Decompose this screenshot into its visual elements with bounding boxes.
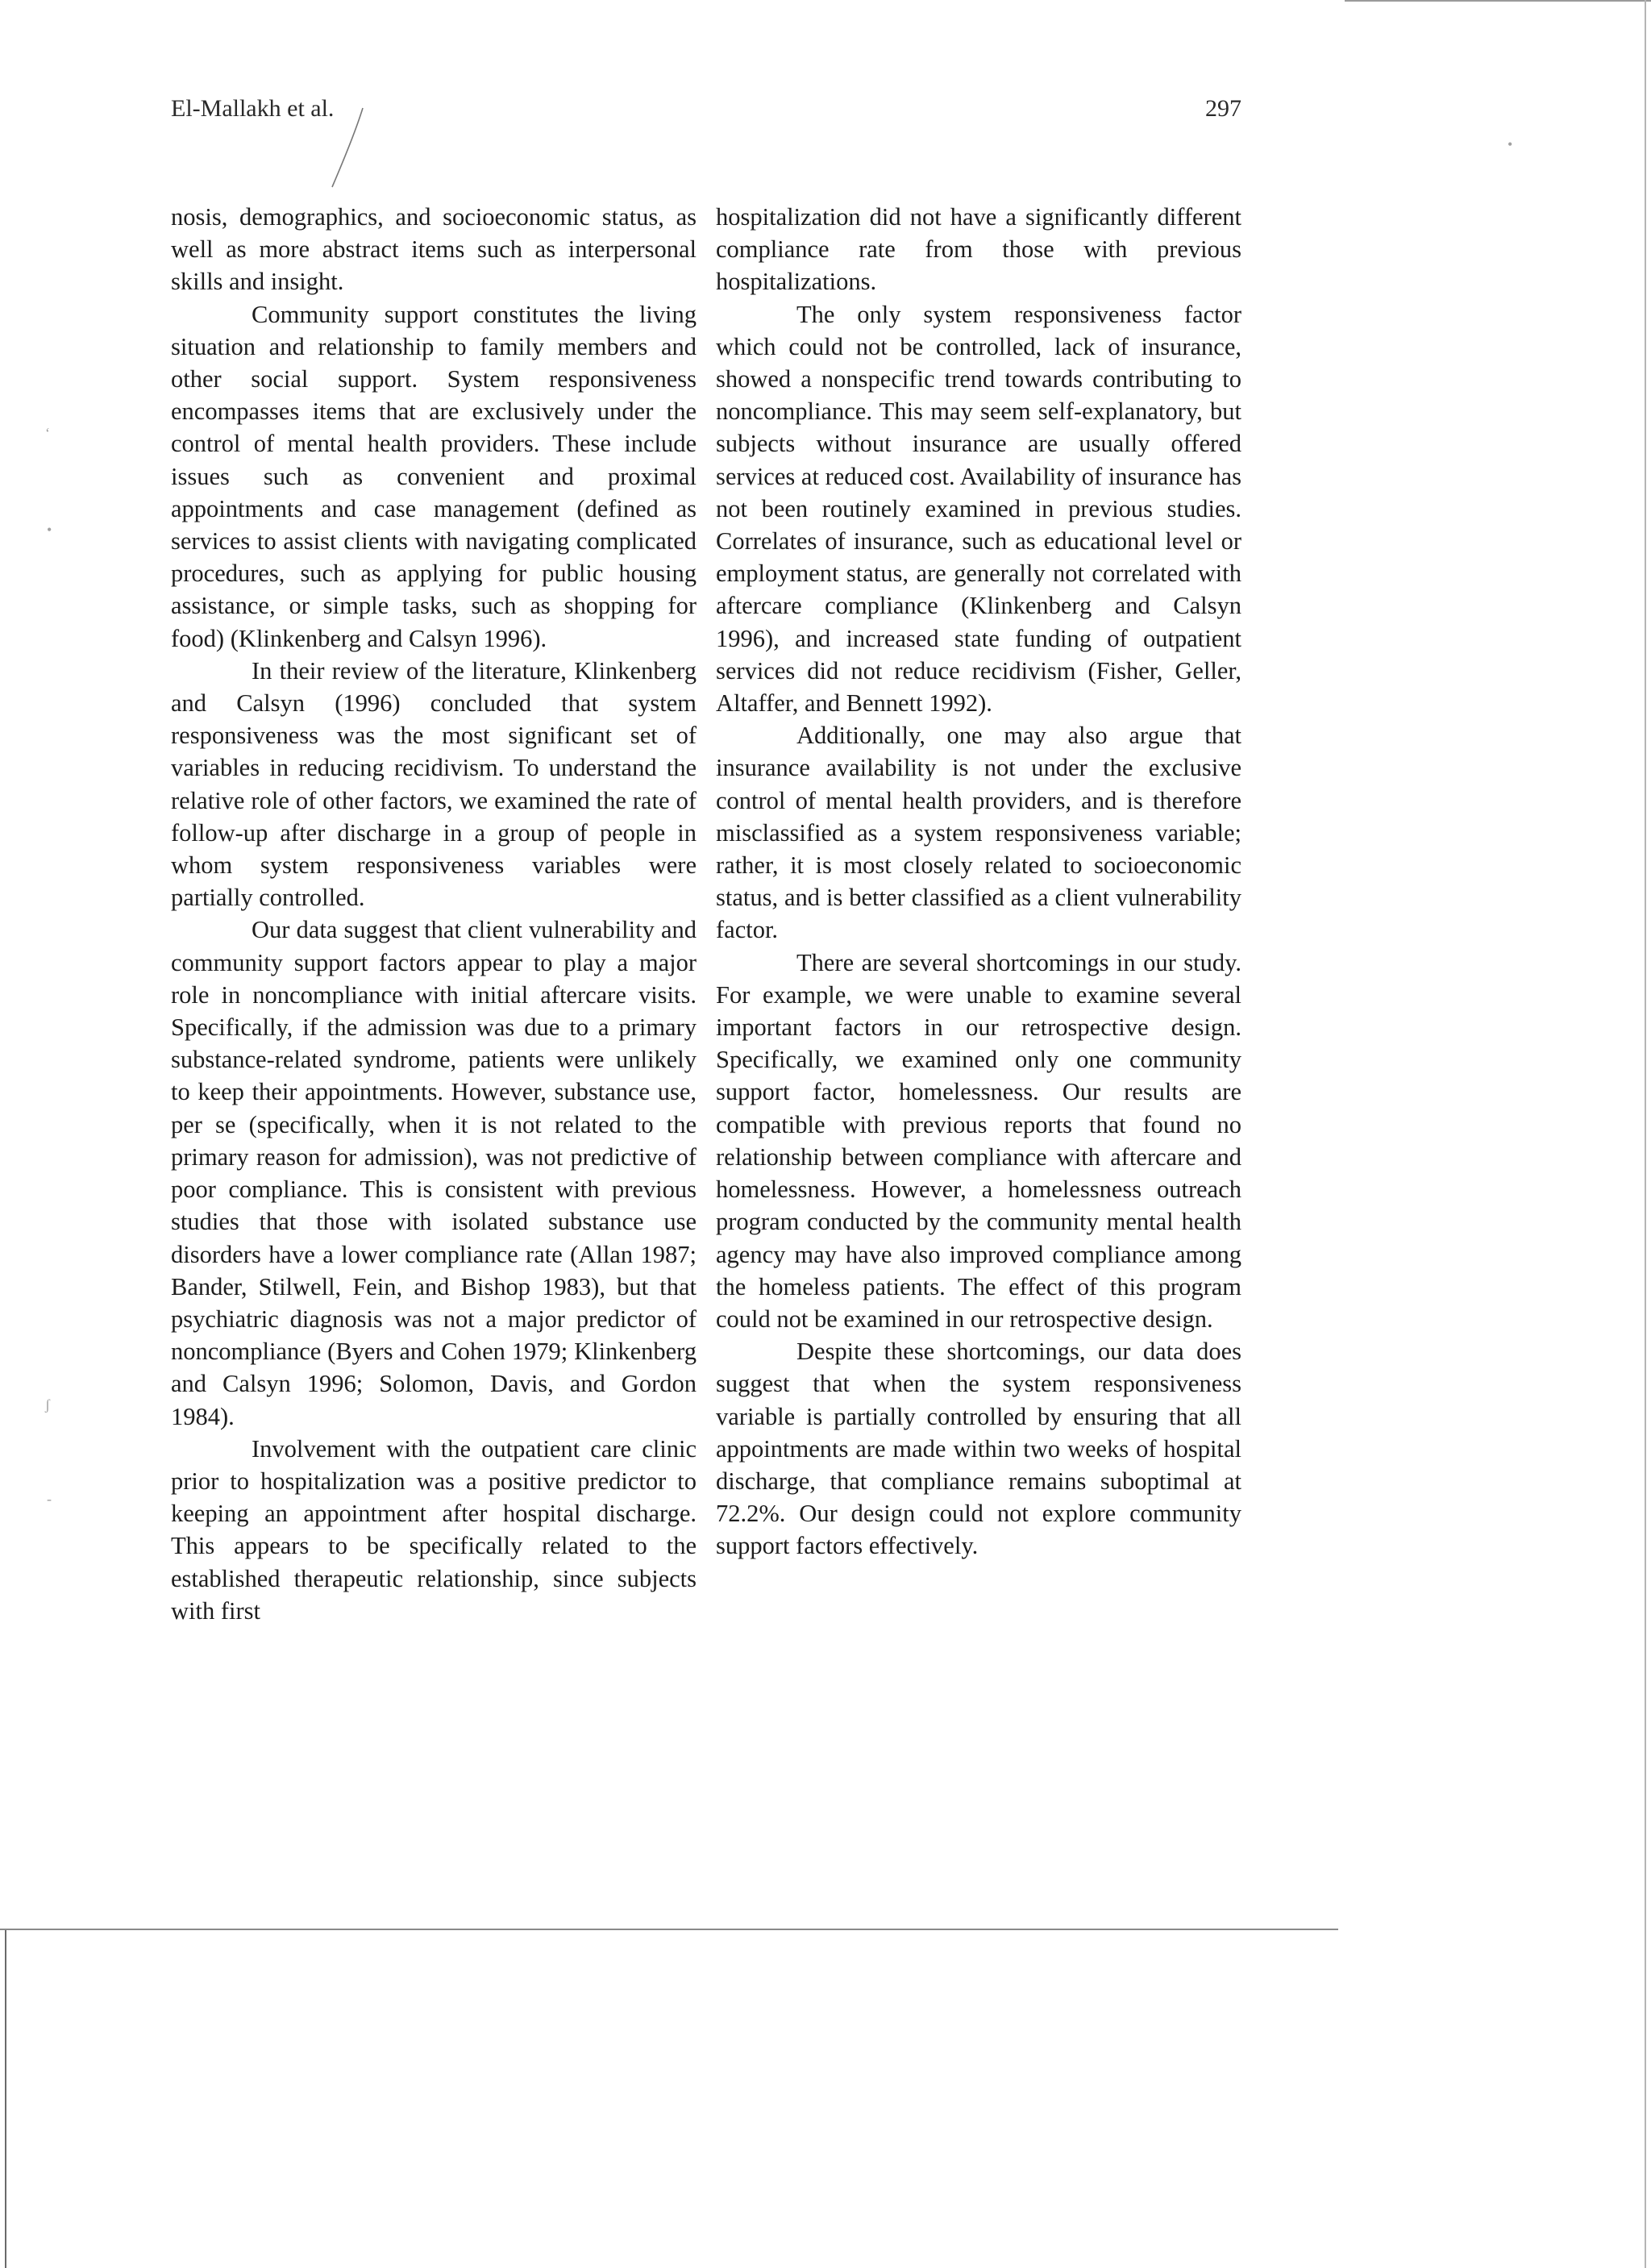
running-head: El-Mallakh et al.	[171, 95, 335, 122]
paragraph: In their review of the literature, Klinkenberg and Calsyn (1996) concluded that system responsiveness was the most significant set of variables in reducing recidivism. To understand the relative role of other factors, we examined the rate of follow-up after discharge in a group of people in whom system responsiveness variables were partially controlled.	[171, 656, 697, 912]
paragraph: Community support constitutes the living situation and relationship to family members and other social support. System responsiveness encompasses items that are exclusively under the control of mental health providers. These include issues such as convenient and proximal appointments and case management (defined as services to assist clients with navigating complicated procedures, such as applying for public housing assistance, or simple tasks, such as shopping for food) (Klinkenberg and Calsyn 1996).	[171, 300, 697, 652]
paragraph: hospitalization did not have a significantly different compliance rate from those with previous hospitalizations.	[716, 203, 1241, 296]
paragraph: Additionally, one may also argue that insurance availability is not under the exclusive control of mental health providers, and is therefore misclassified as a system responsiveness variable; rather, it is most closely related to socioeconomic status, and is better classified as a client vulnerability factor.	[716, 722, 1241, 944]
scan-speck: ʃ	[45, 1396, 50, 1413]
left-column	[171, 201, 697, 1627]
paragraph: nosis, demographics, and socioeconomic status, as well as more abstract items such as interpersonal skills and insight.	[171, 203, 697, 296]
paragraph: The only system responsiveness factor which could not be controlled, lack of insurance, showed a nonspecific trend towards contributing to noncompliance. This may seem self-explanatory, but subjects without insurance are usually offered services at reduced cost. Availability of insurance has not been routinely examined in previous studies. Correlates of insurance, such as educational level or employment status, are generally not correlated with aftercare compliance (Klinkenberg and Calsyn 1996), and increased state funding of outpatient services did not reduce recidivism (Fisher, Geller, Altaffer, and Bennett 1992).	[716, 300, 1241, 718]
pen-mark	[314, 105, 379, 194]
page-number: 297	[1205, 95, 1241, 122]
paragraph: Involvement with the outpatient care clinic prior to hospitalization was a positive predictor to keeping an appointment after hospital discharge. This appears to be specifically related to the established therapeutic relationship, since subjects with first	[171, 1434, 697, 1625]
paragraph: Despite these shortcomings, our data does suggest that when the system responsiveness variable is partially controlled by ensuring that all appointments are made within two weeks of hospital discharge, that compliance remains suboptimal at 72.2%. Our design could not explore community support factors effectively.	[716, 1338, 1241, 1560]
right-column	[716, 201, 1241, 1563]
scan-speck: -	[47, 1491, 52, 1507]
scan-speck: •	[47, 522, 52, 538]
scan-edge-line	[1345, 0, 1651, 2]
scan-edge-line	[1645, 0, 1646, 2268]
paragraph: There are several shortcomings in our study. For example, we were unable to examine several important factors in our retrospective design. Specifically, we examined only one community support factor, homelessness. Our results are compatible with previous reports that found no relationship between compliance with aftercare and homelessness. However, a homelessness outreach program conducted by the community mental health agency may have also improved compliance among the homeless patients. The effect of this program could not be examined in our retrospective design.	[716, 948, 1241, 1333]
scan-fold-line	[0, 1929, 1338, 1930]
paragraph: Our data suggest that client vulnerability and community support factors appear to play a major role in noncompliance with initial aftercare visits. Specifically, if the admission was due to a primary substance-related syndrome, patients were unlikely to keep their appointments. However, substance use, per se (specifically, when it is not related to the primary reason for admission), was not predictive of poor compliance. This is consistent with previous studies that those with isolated substance use disorders have a lower compliance rate (Allan 1987; Bander, Stilwell, Fein, and Bishop 1983), but that psychiatric diagnosis was not a major predictor of noncompliance (Byers and Cohen 1979; Klinkenberg and Calsyn 1996; Solomon, Davis, and Gordon 1984).	[171, 916, 697, 1430]
scan-speck: ʻ	[45, 425, 50, 441]
scan-speck: •	[1508, 136, 1513, 152]
scan-edge-line	[5, 1930, 6, 2268]
